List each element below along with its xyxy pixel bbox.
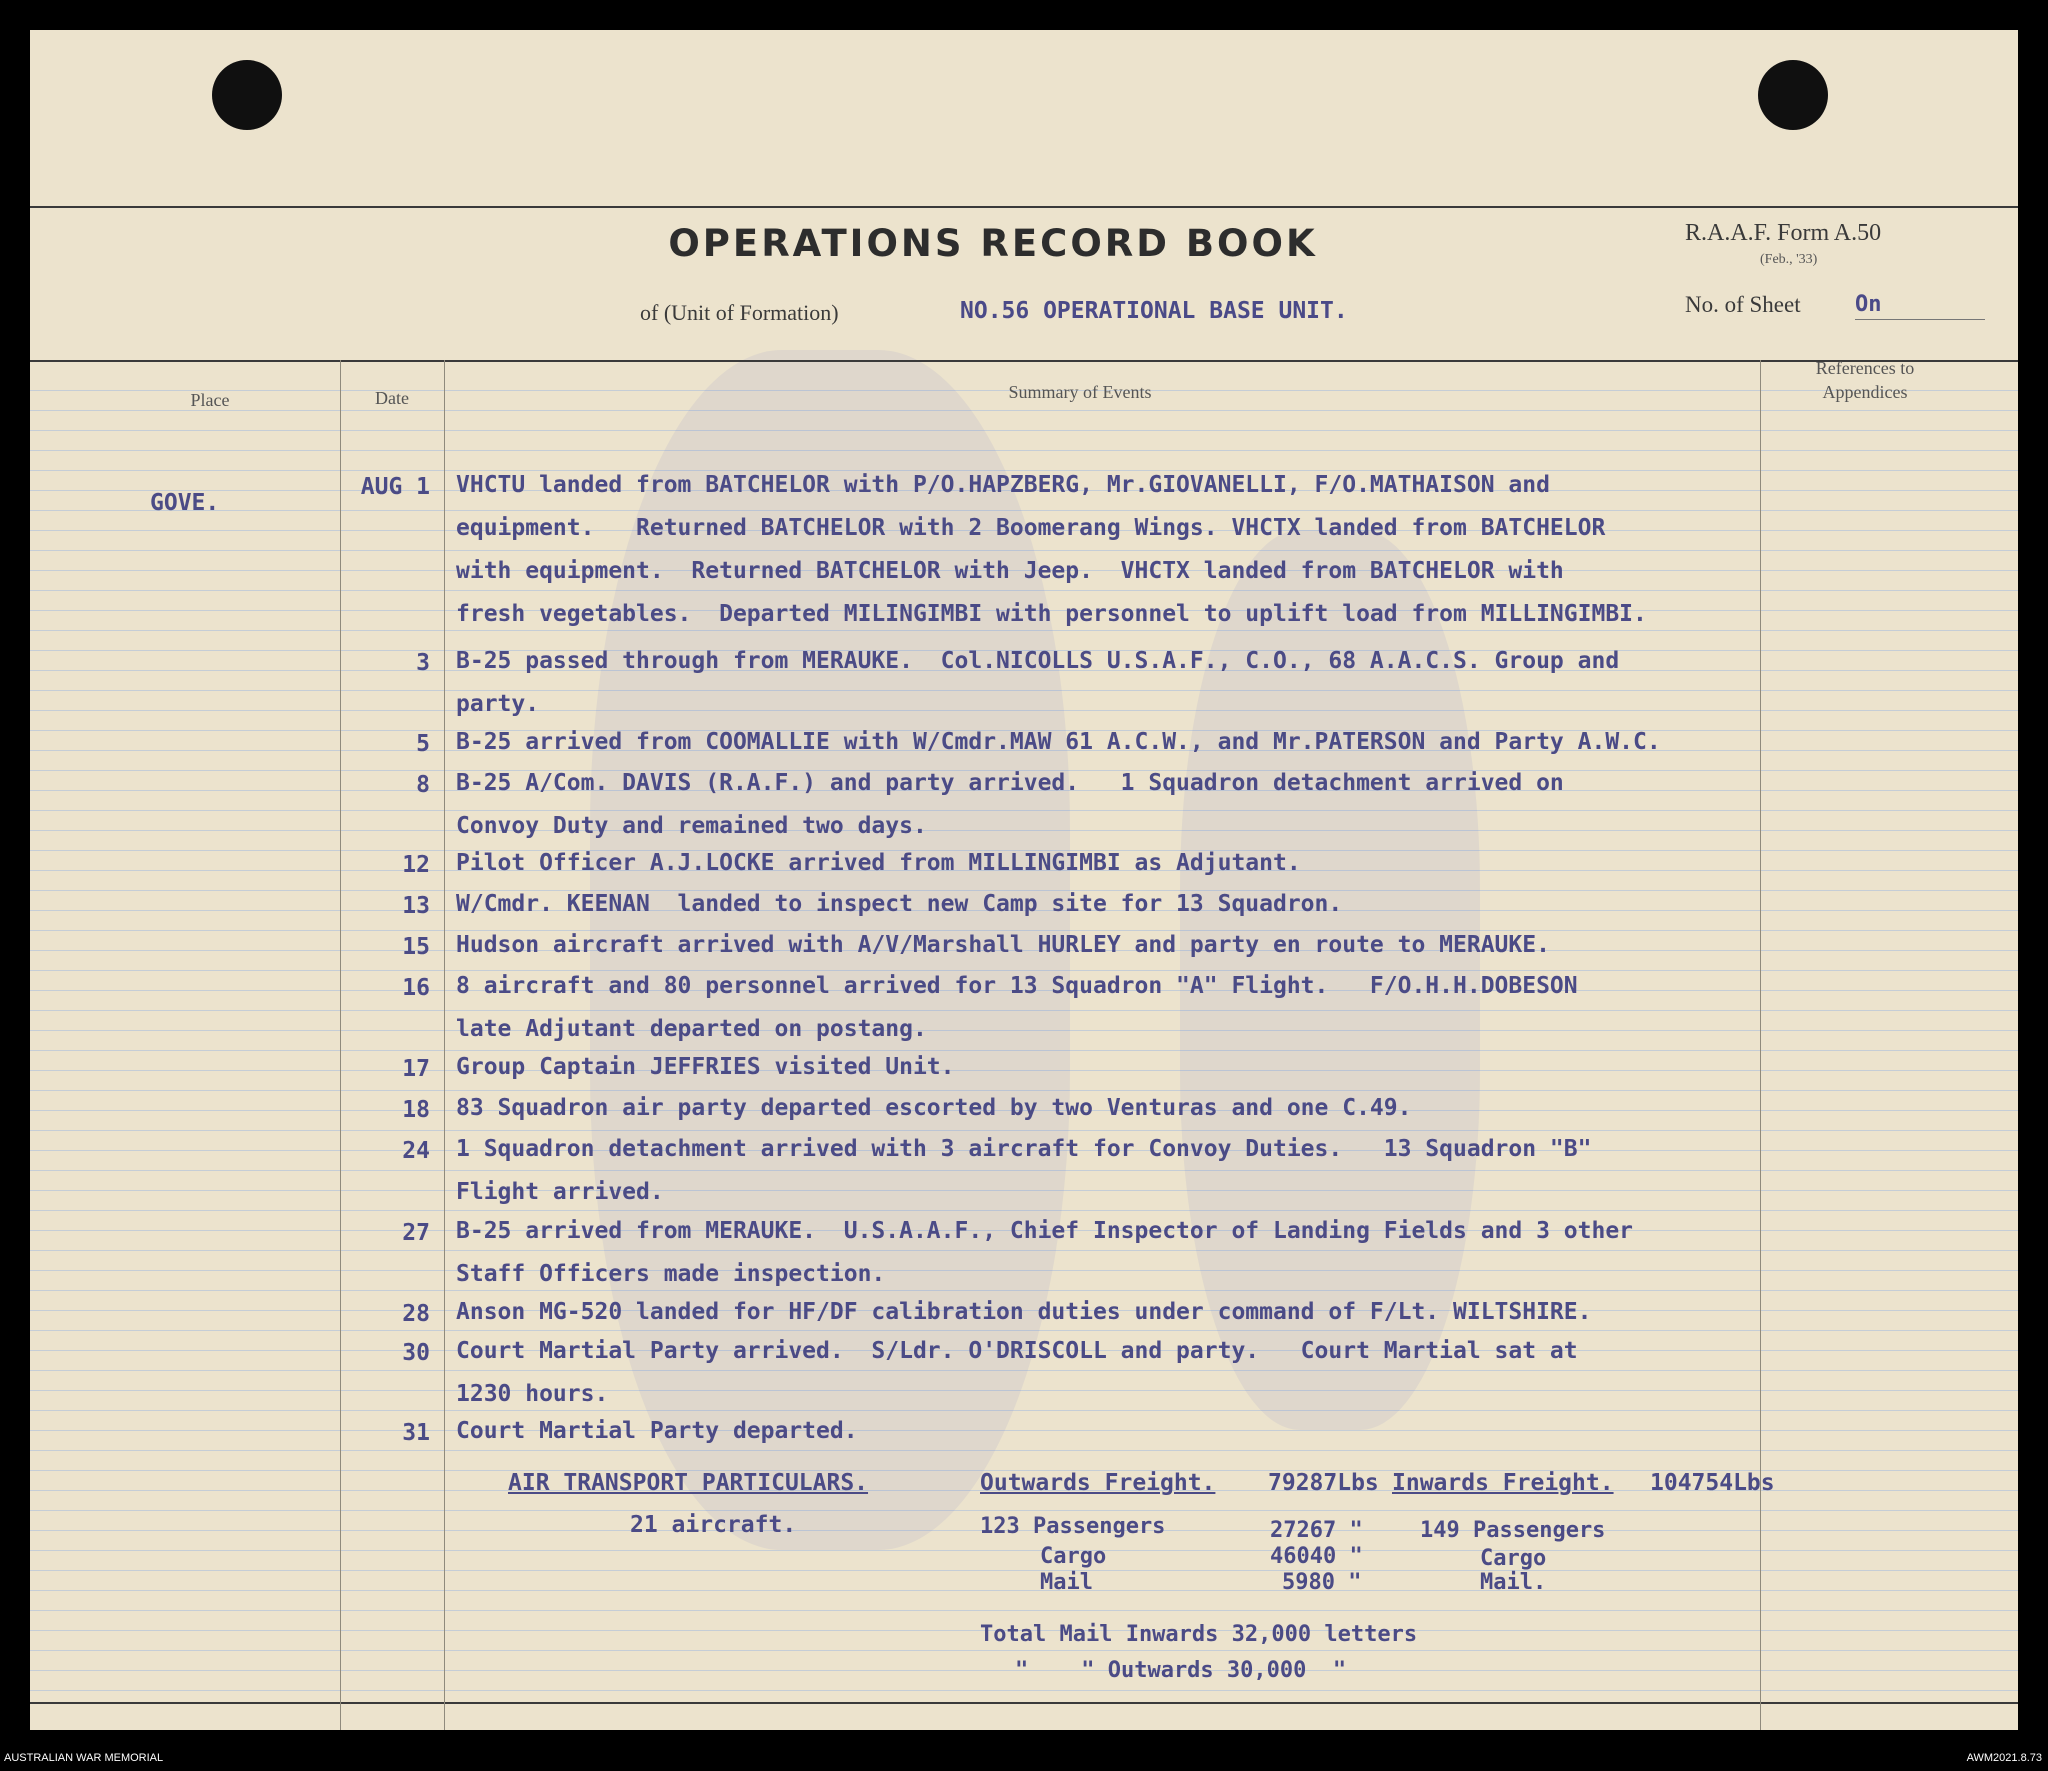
entry-date: 31	[402, 1420, 430, 1446]
entry-summary	[456, 1330, 1578, 1416]
entry-line: B-25 A/Com. DAVIS (R.A.F.) and party arrived. 1 Squadron detachment arrived on	[456, 770, 1564, 796]
entry-summary	[456, 924, 1550, 967]
entry-line: Staff Officers made inspection.	[456, 1261, 886, 1287]
header-rule	[30, 360, 2018, 362]
entry-line: Convoy Duty and remained two days.	[456, 813, 927, 839]
entry-summary	[456, 842, 1301, 885]
entry-line: Flight arrived.	[456, 1179, 664, 1205]
ruled-line	[30, 1570, 2018, 1571]
column-header-summary: Summary of Events	[1008, 382, 1152, 402]
top-rule	[30, 206, 2018, 208]
place-entry: GOVE.	[150, 490, 220, 516]
mail-inwards-total: Total Mail Inwards 32,000 letters	[980, 1622, 1418, 1647]
entry-date: 24	[402, 1138, 430, 1164]
entry-line: Court Martial Party departed.	[456, 1418, 858, 1444]
entry-date: 18	[402, 1097, 430, 1123]
entry-line: Court Martial Party arrived. S/Ldr. O'DRISCOLL and party. Court Martial sat at	[456, 1338, 1578, 1364]
entry-date: 28	[402, 1301, 430, 1327]
entry-summary	[456, 640, 1619, 726]
column-divider-place	[340, 360, 341, 1730]
entry-line: Pilot Officer A.J.LOCKE arrived from MILLINGIMBI as Adjutant.	[456, 850, 1301, 876]
entry-line: Group Captain JEFFRIES visited Unit.	[456, 1054, 955, 1080]
inwards-passengers-label: 149 Passengers	[1420, 1518, 1606, 1543]
ruled-line	[30, 410, 2018, 411]
entry-line: equipment. Returned BATCHELOR with 2 Boomerang Wings. VHCTX landed from BATCHELOR	[456, 515, 1606, 541]
outwards-passengers-label: 123 Passengers	[980, 1514, 1166, 1539]
document-sheet	[30, 30, 2018, 1730]
entry-line: fresh vegetables. Departed MILINGIMBI with personnel to uplift load from MILLINGIMBI.	[456, 601, 1647, 627]
column-divider-references	[1760, 360, 1761, 1730]
punch-hole-right	[1758, 60, 1828, 130]
outwards-mail-value: 5980 "	[1282, 1570, 1362, 1595]
outwards-cargo-value: 46040 "	[1270, 1544, 1363, 1569]
entry-line: B-25 arrived from COOMALLIE with W/Cmdr.MAW 61 A.C.W., and Mr.PATERSON and Party A.W.C.	[456, 729, 1661, 755]
entry-line: with equipment. Returned BATCHELOR with Jeep. VHCTX landed from BATCHELOR with	[456, 558, 1564, 584]
ruled-line	[30, 1650, 2018, 1651]
air-transport-aircraft: 21 aircraft.	[630, 1512, 797, 1538]
entry-line: 8 aircraft and 80 personnel arrived for 13 Squadron "A" Flight. F/O.H.H.DOBESON	[456, 973, 1578, 999]
ruled-line	[30, 1430, 2018, 1431]
inwards-freight-heading: Inwards Freight.	[1392, 1470, 1614, 1496]
entry-date: 8	[416, 772, 430, 798]
entry-summary	[456, 1046, 955, 1089]
entry-summary	[456, 883, 1342, 926]
outwards-mail-label: Mail	[1040, 1570, 1093, 1595]
inwards-cargo-label: Cargo	[1480, 1546, 1547, 1571]
inwards-mail-label: Mail.	[1480, 1570, 1547, 1595]
entry-line: B-25 passed through from MERAUKE. Col.NICOLLS U.S.A.F., C.O., 68 A.A.C.S. Group and	[456, 648, 1620, 674]
entry-line: W/Cmdr. KEENAN landed to inspect new Camp site for 13 Squadron.	[456, 891, 1343, 917]
sheet-underline	[1855, 319, 1985, 320]
entry-line: party.	[456, 691, 540, 717]
ruled-line	[30, 450, 2018, 451]
ruled-line	[30, 1590, 2018, 1591]
unit-value: NO.56 OPERATIONAL BASE UNIT.	[960, 298, 1348, 324]
column-header-date: Date	[375, 388, 409, 408]
entry-summary	[456, 1291, 1591, 1334]
outwards-passengers-value: 27267 "	[1270, 1518, 1363, 1543]
ruled-line	[30, 1550, 2018, 1551]
entry-summary	[456, 1128, 1591, 1214]
entry-summary	[456, 1210, 1633, 1296]
entry-summary	[456, 1087, 1411, 1130]
ruled-line	[30, 1450, 2018, 1451]
sheet-value: On	[1855, 292, 1882, 317]
form-name: R.A.A.F. Form A.50	[1685, 220, 1882, 246]
entry-date: 13	[402, 893, 430, 919]
unit-label: of (Unit of Formation)	[640, 300, 839, 325]
entry-date: 12	[402, 852, 430, 878]
outwards-cargo-label: Cargo	[1040, 1544, 1107, 1569]
ruled-line	[30, 1610, 2018, 1611]
footer-right: AWM2021.8.73	[1966, 1752, 2042, 1764]
entry-line: B-25 arrived from MERAUKE. U.S.A.A.F., Chief Inspector of Landing Fields and 3 other	[456, 1218, 1634, 1244]
column-header-references: References to Appendices	[1815, 358, 1915, 402]
entry-date: 30	[402, 1340, 430, 1366]
page-title: OPERATIONS RECORD BOOK	[668, 222, 1318, 265]
entry-date: 15	[402, 934, 430, 960]
ruled-line	[30, 430, 2018, 431]
ruled-line	[30, 1510, 2018, 1511]
entry-line: Anson MG-520 landed for HF/DF calibration duties under command of F/Lt. WILTSHIRE.	[456, 1299, 1592, 1325]
column-header-place: Place	[190, 390, 230, 410]
entry-summary	[456, 762, 1564, 848]
entry-line: 83 Squadron air party departed escorted by two Venturas and one C.49.	[456, 1095, 1412, 1121]
entry-summary	[456, 721, 1661, 764]
entry-date: 16	[402, 975, 430, 1001]
entry-summary	[456, 464, 1647, 636]
ruled-line	[30, 1690, 2018, 1691]
outwards-freight-total: 79287Lbs	[1268, 1470, 1379, 1496]
entry-line: late Adjutant departed on postang.	[456, 1016, 927, 1042]
column-divider-date	[444, 360, 445, 1730]
entry-date: 27	[402, 1220, 430, 1246]
entry-line: 1230 hours.	[456, 1381, 609, 1407]
outwards-freight-heading: Outwards Freight.	[980, 1470, 1216, 1496]
bottom-rule	[30, 1702, 2018, 1704]
entry-date: 17	[402, 1056, 430, 1082]
mail-outwards-total: " " Outwards 30,000 "	[1015, 1658, 1347, 1683]
entry-date: 5	[416, 731, 430, 757]
entry-date: AUG 1	[360, 474, 430, 500]
sheet-label: No. of Sheet	[1685, 292, 1801, 317]
form-date: (Feb., '33)	[1760, 252, 1818, 267]
entry-summary	[456, 965, 1578, 1051]
entry-line: VHCTU landed from BATCHELOR with P/O.HAPZBERG, Mr.GIOVANELLI, F/O.MATHAISON and	[456, 472, 1550, 498]
entry-summary	[456, 1410, 858, 1453]
punch-hole-left	[212, 60, 282, 130]
inwards-freight-total: 104754Lbs	[1650, 1470, 1775, 1496]
footer-left: AUSTRALIAN WAR MEMORIAL	[4, 1752, 164, 1764]
air-transport-heading: AIR TRANSPORT PARTICULARS.	[508, 1470, 869, 1496]
entry-line: Hudson aircraft arrived with A/V/Marshall HURLEY and party en route to MERAUKE.	[456, 932, 1550, 958]
entry-line: 1 Squadron detachment arrived with 3 aircraft for Convoy Duties. 13 Squadron "B"	[456, 1136, 1592, 1162]
entry-date: 3	[416, 650, 430, 676]
